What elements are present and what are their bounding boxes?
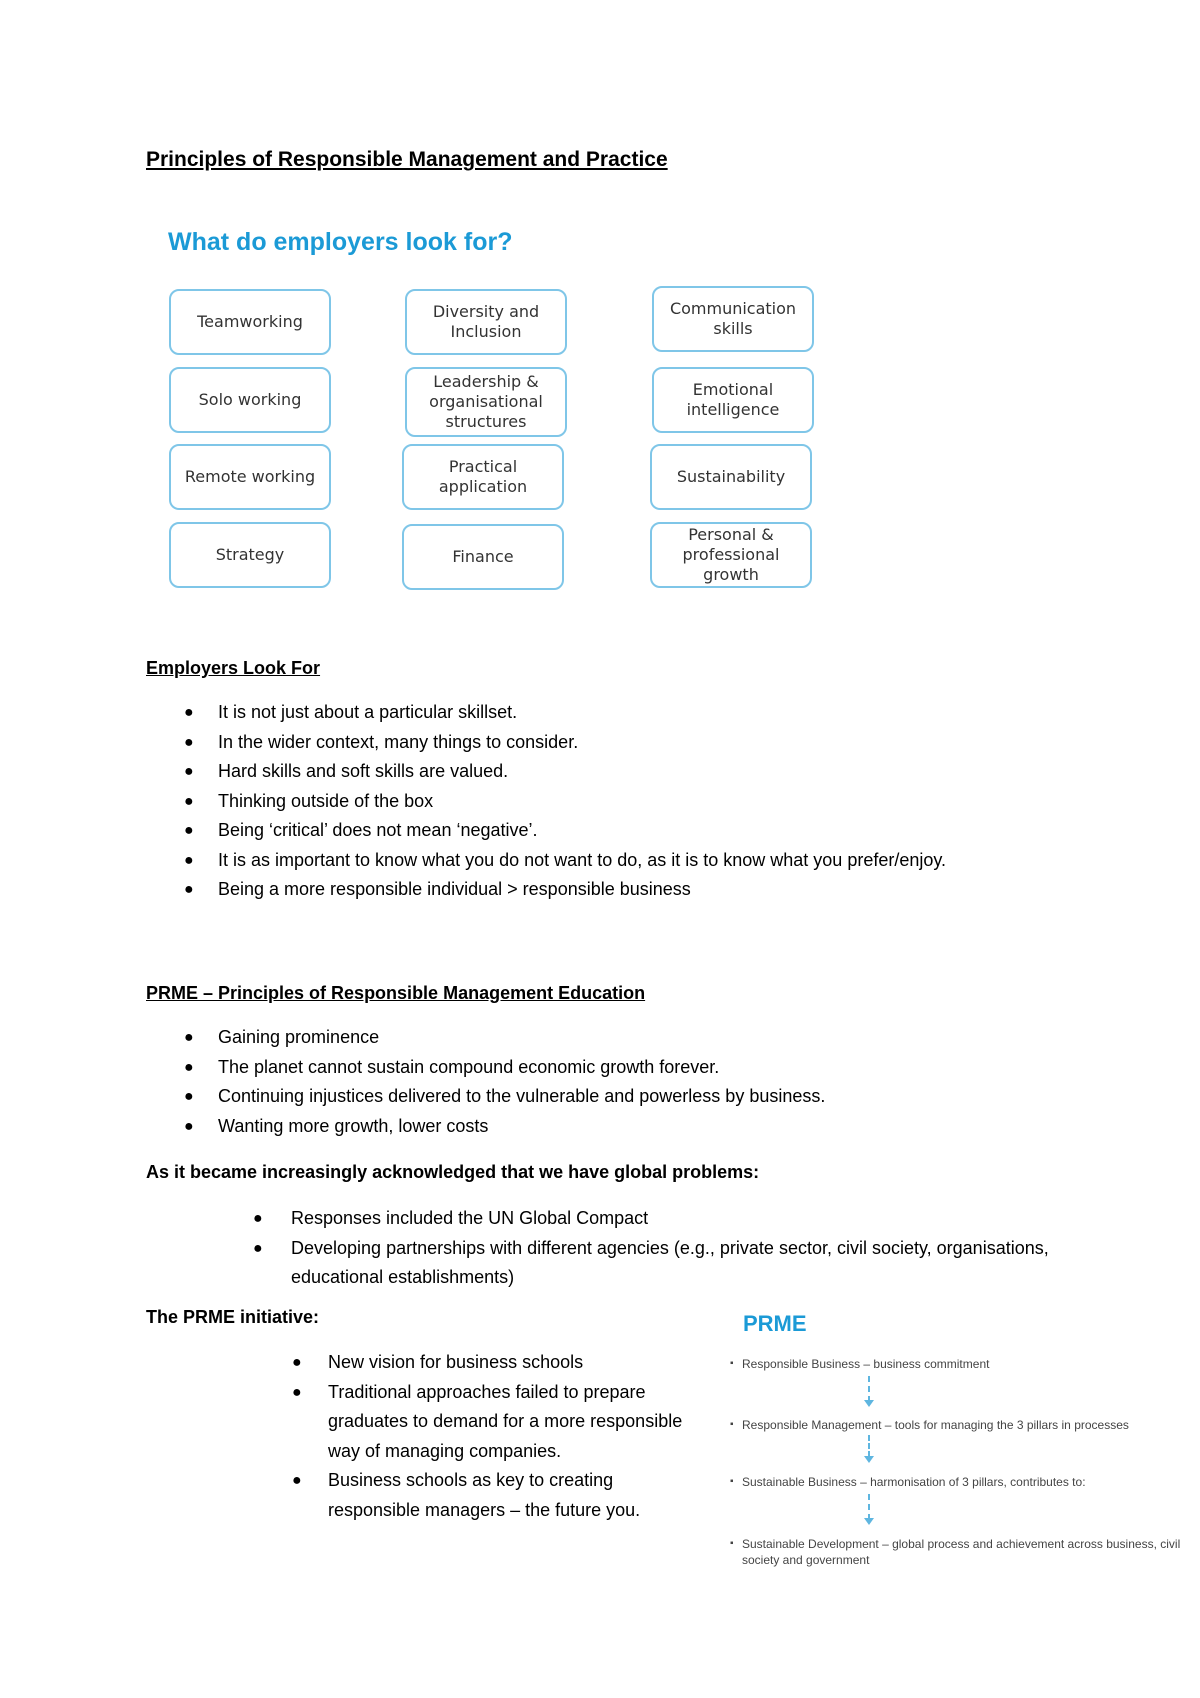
prme-heading: PRME – Principles of Responsible Management Education <box>146 983 646 1003</box>
prme-bullet-list <box>184 1023 1078 1141</box>
arrow-head-icon <box>864 1456 874 1463</box>
skill-box: Sustainability <box>650 444 812 510</box>
initiative-list <box>292 1348 710 1525</box>
list-item: ● Responses included the UN Global Compact <box>253 1208 649 1228</box>
list-item: ● It is as important to know what you do not want to do, as it is to know what you prefer/enjoy. <box>184 849 947 870</box>
arrow-down-icon <box>868 1435 872 1457</box>
skill-box: Diversity and Inclusion <box>405 289 567 355</box>
employers-figure-title: What do employers look for? <box>168 228 513 256</box>
skill-box: Emotional intelligence <box>652 367 814 433</box>
employers-heading: Employers Look For <box>146 658 321 678</box>
arrow-down-icon <box>868 1376 872 1402</box>
skill-box: Practical application <box>402 444 564 510</box>
list-item: ● Being a more responsible individual > responsible business <box>184 879 691 899</box>
skill-box: Personal & professional growth <box>650 522 812 588</box>
skill-box: Teamworking <box>169 289 331 355</box>
list-item: ● Traditional approaches failed to prepare graduates to demand for a more responsible way of managing companies. <box>292 1381 683 1461</box>
global-problems-list <box>253 1204 1051 1293</box>
list-item: ● New vision for business schools <box>292 1352 584 1372</box>
list-item: ● Gaining prominence <box>184 1027 380 1047</box>
list-item: ● Business schools as key to creating responsible managers – the future you. <box>292 1470 641 1520</box>
skill-box: Leadership & organisational structures <box>405 367 567 437</box>
skill-box: Strategy <box>169 522 331 588</box>
skill-box: Solo working <box>169 367 331 433</box>
skill-box: Communication skills <box>652 286 814 352</box>
arrow-head-icon <box>864 1400 874 1407</box>
list-item: ● Being ‘critical’ does not mean ‘negative’. <box>184 820 538 840</box>
arrow-down-icon <box>868 1494 872 1520</box>
prme-figure-item: ▪ Responsible Management – tools for managing the 3 pillars in processes <box>730 1418 1129 1432</box>
skill-box: Finance <box>402 524 564 590</box>
document-title: Principles of Responsible Management and Practice <box>146 148 668 171</box>
list-item: ● Continuing injustices delivered to the vulnerable and powerless by business. <box>184 1086 826 1106</box>
list-item: ● Developing partnerships with different agencies (e.g., private sector, civil society, organisations, educational establishments) <box>253 1237 1049 1287</box>
initiative-heading: The PRME initiative: <box>146 1307 320 1327</box>
employers-bullet-list <box>184 698 1062 905</box>
prme-figure-item: ▪ Sustainable Development – global process and achievement across business, civil society and government <box>730 1537 1181 1567</box>
prme-figure-title: PRME <box>743 1311 807 1336</box>
list-item: ● The planet cannot sustain compound economic growth forever. <box>184 1056 720 1077</box>
list-item: ● Wanting more growth, lower costs <box>184 1115 489 1136</box>
list-item: ● In the wider context, many things to consider. <box>184 731 579 752</box>
list-item: ● It is not just about a particular skillset. <box>184 702 518 722</box>
skill-box: Remote working <box>169 444 331 510</box>
arrow-head-icon <box>864 1518 874 1525</box>
list-item: ● Hard skills and soft skills are valued. <box>184 761 509 781</box>
prme-figure-item: ▪ Responsible Business – business commitment <box>730 1357 990 1371</box>
global-problems-heading: As it became increasingly acknowledged that we have global problems: <box>146 1162 760 1182</box>
list-item: ● Thinking outside of the box <box>184 790 434 811</box>
prme-figure-item: ▪ Sustainable Business – harmonisation of 3 pillars, contributes to: <box>730 1475 1086 1489</box>
